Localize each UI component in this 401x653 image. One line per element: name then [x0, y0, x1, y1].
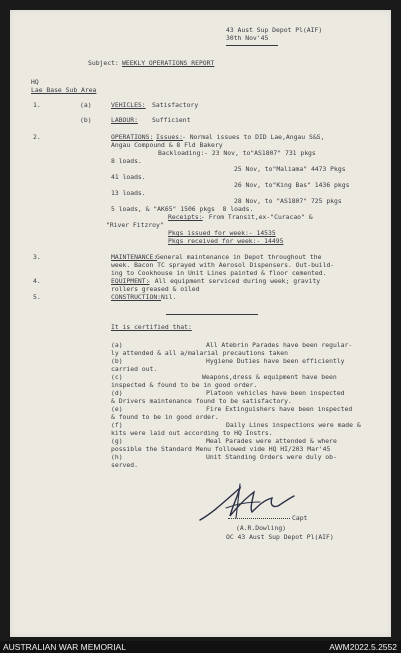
- item-3-line3: ing to Cookhouse in Unit Lines painted & floor cemented.: [111, 269, 327, 277]
- handwritten-signature: [196, 478, 300, 528]
- certify-h-line1: Unit Standing Orders were duly ob-: [206, 453, 337, 461]
- archive-name: AUSTRALIAN WAR MEMORIAL: [3, 642, 126, 652]
- item-1a-letter: (a): [80, 101, 92, 109]
- section-rule: [166, 314, 258, 315]
- addressee-line2: Lae Base Sub Area: [31, 86, 97, 94]
- certify-f-letter: (f): [111, 421, 123, 429]
- item-2-line2: Angau Compound & 8 Fld Bakery: [111, 141, 223, 149]
- item-2-line8: 13 loads.: [111, 189, 146, 197]
- certify-a-letter: (a): [111, 341, 123, 349]
- subject-title: WEEKLY OPERATIONS REPORT: [122, 59, 215, 67]
- signatory-name: (A.R.Dowling): [236, 524, 287, 532]
- item-2-line6: 41 loads.: [111, 173, 146, 181]
- item-1-number: 1.: [33, 101, 41, 109]
- item-3-line1: General maintenance in Depot throughout the: [156, 253, 322, 261]
- item-2-line4: 8 loads.: [111, 157, 142, 165]
- certify-e-line1: Fire Extinguishers have been inspected: [206, 405, 353, 413]
- item-2-line11: - From Transit,ex-"Curacao" &: [201, 213, 313, 221]
- item-2-receipts-label: Receipts:: [168, 213, 203, 221]
- item-1b-label: LABOUR:: [111, 116, 138, 124]
- certify-d-letter: (d): [111, 389, 123, 397]
- item-4-line2: rollers greased & oiled: [111, 285, 200, 293]
- item-4-number: 4.: [33, 277, 41, 285]
- certify-heading: It is certified that:: [111, 323, 192, 331]
- signature-line: [228, 518, 290, 519]
- item-1b-letter: (b): [80, 116, 92, 124]
- item-4-label: EQUIPMENT:: [111, 277, 150, 285]
- unit-name: 43 Aust Sup Depot Pl(AIF): [226, 26, 323, 34]
- archive-reference: AWM2022.5.2552: [329, 642, 397, 652]
- item-2-pkgs-issued: Pkgs issued for week:- 14535: [168, 229, 276, 237]
- item-2-line9: 28 Nov, to "AS1807" 725 pkgs: [234, 197, 342, 205]
- addressee-line1: HQ: [31, 78, 39, 86]
- item-2-label: OPERATIONS:: [111, 133, 154, 141]
- certify-b-line1: Hygiene Duties have been efficiently: [206, 357, 345, 365]
- item-1a-text: Satisfactory: [152, 101, 199, 109]
- report-date: 30th Nov'45: [226, 34, 269, 42]
- item-2-line7: 26 Nov, to"King Bas" 1436 pkgs: [234, 181, 350, 189]
- item-1b-text: Sufficient: [152, 116, 191, 124]
- item-2-number: 2.: [33, 133, 41, 141]
- certify-e-letter: (e): [111, 405, 123, 413]
- item-2-issues-label: Issues:: [156, 133, 183, 141]
- certify-e-line2: & found to be in good order.: [111, 413, 219, 421]
- item-2-line12: "River Fitzroy": [106, 221, 164, 229]
- document-page: [10, 10, 391, 637]
- certify-f-line1: Daily Lines inspections were made &: [226, 421, 361, 429]
- archive-footer: [0, 641, 401, 653]
- certify-g-line1: Meal Parades were attended & where: [206, 437, 337, 445]
- certify-d-line1: Platoon vehicles have been inspected: [206, 389, 345, 397]
- item-2-pkgs-received: Pkgs received for week:- 14495: [168, 237, 284, 245]
- item-4-line1: - All equipment serviced during week; gravity: [147, 277, 321, 285]
- certify-a-line2: ly attended & all a/malarial precautions taken: [111, 349, 288, 357]
- certify-c-line1: Weapons,dress & equipment have been: [202, 373, 337, 381]
- item-2-line1: - Normal issues to DID Lae,Angau S&S,: [182, 133, 325, 141]
- item-1a-label: VEHICLES:: [111, 101, 146, 109]
- subject-label: Subject:: [88, 59, 119, 67]
- certify-c-line2: inspected & found to be in good order.: [111, 381, 258, 389]
- item-2-line10: 5 loads, & "AK65" 1506 pkgs 8 loads.: [111, 205, 254, 213]
- item-5-label: CONSTRUCTION:: [111, 293, 162, 301]
- signatory-title: OC 43 Aust Sup Depot Pl(AIF): [226, 533, 334, 541]
- item-3-label: MAINTENANCE:: [111, 253, 158, 261]
- item-5-number: 5.: [33, 293, 41, 301]
- certify-h-letter: (h): [111, 453, 123, 461]
- item-3-line2: week. Bacon TC sprayed with Aerosol Dispensers. Out-build-: [111, 261, 335, 269]
- item-2-line3: Backloading:- 23 Nov, to"AS1807" 731 pkgs: [158, 149, 316, 157]
- certify-b-letter: (b): [111, 357, 123, 365]
- certify-b-line2: carried out.: [111, 365, 158, 373]
- certify-h-line2: served.: [111, 461, 138, 469]
- signatory-rank: Capt: [292, 514, 308, 522]
- certify-f-line2: kits were laid out according to HQ Instrs.: [111, 429, 273, 437]
- certify-g-letter: (g): [111, 437, 123, 445]
- certify-c-letter: (c): [111, 373, 123, 381]
- item-2-line5: 25 Nov, to"Maliama" 4473 Pkgs: [234, 165, 346, 173]
- certify-g-line2: possible the Standard Menu followed vide HQ HI/203 Mar'45: [111, 445, 331, 453]
- certify-d-line2: & Drivers maintenance found to be satisfactory.: [111, 397, 292, 405]
- header-rule: [226, 45, 278, 46]
- item-5-text: Nil.: [161, 293, 177, 301]
- certify-a-line1: All Atebrin Parades have been regular-: [206, 341, 353, 349]
- item-3-number: 3.: [33, 253, 41, 261]
